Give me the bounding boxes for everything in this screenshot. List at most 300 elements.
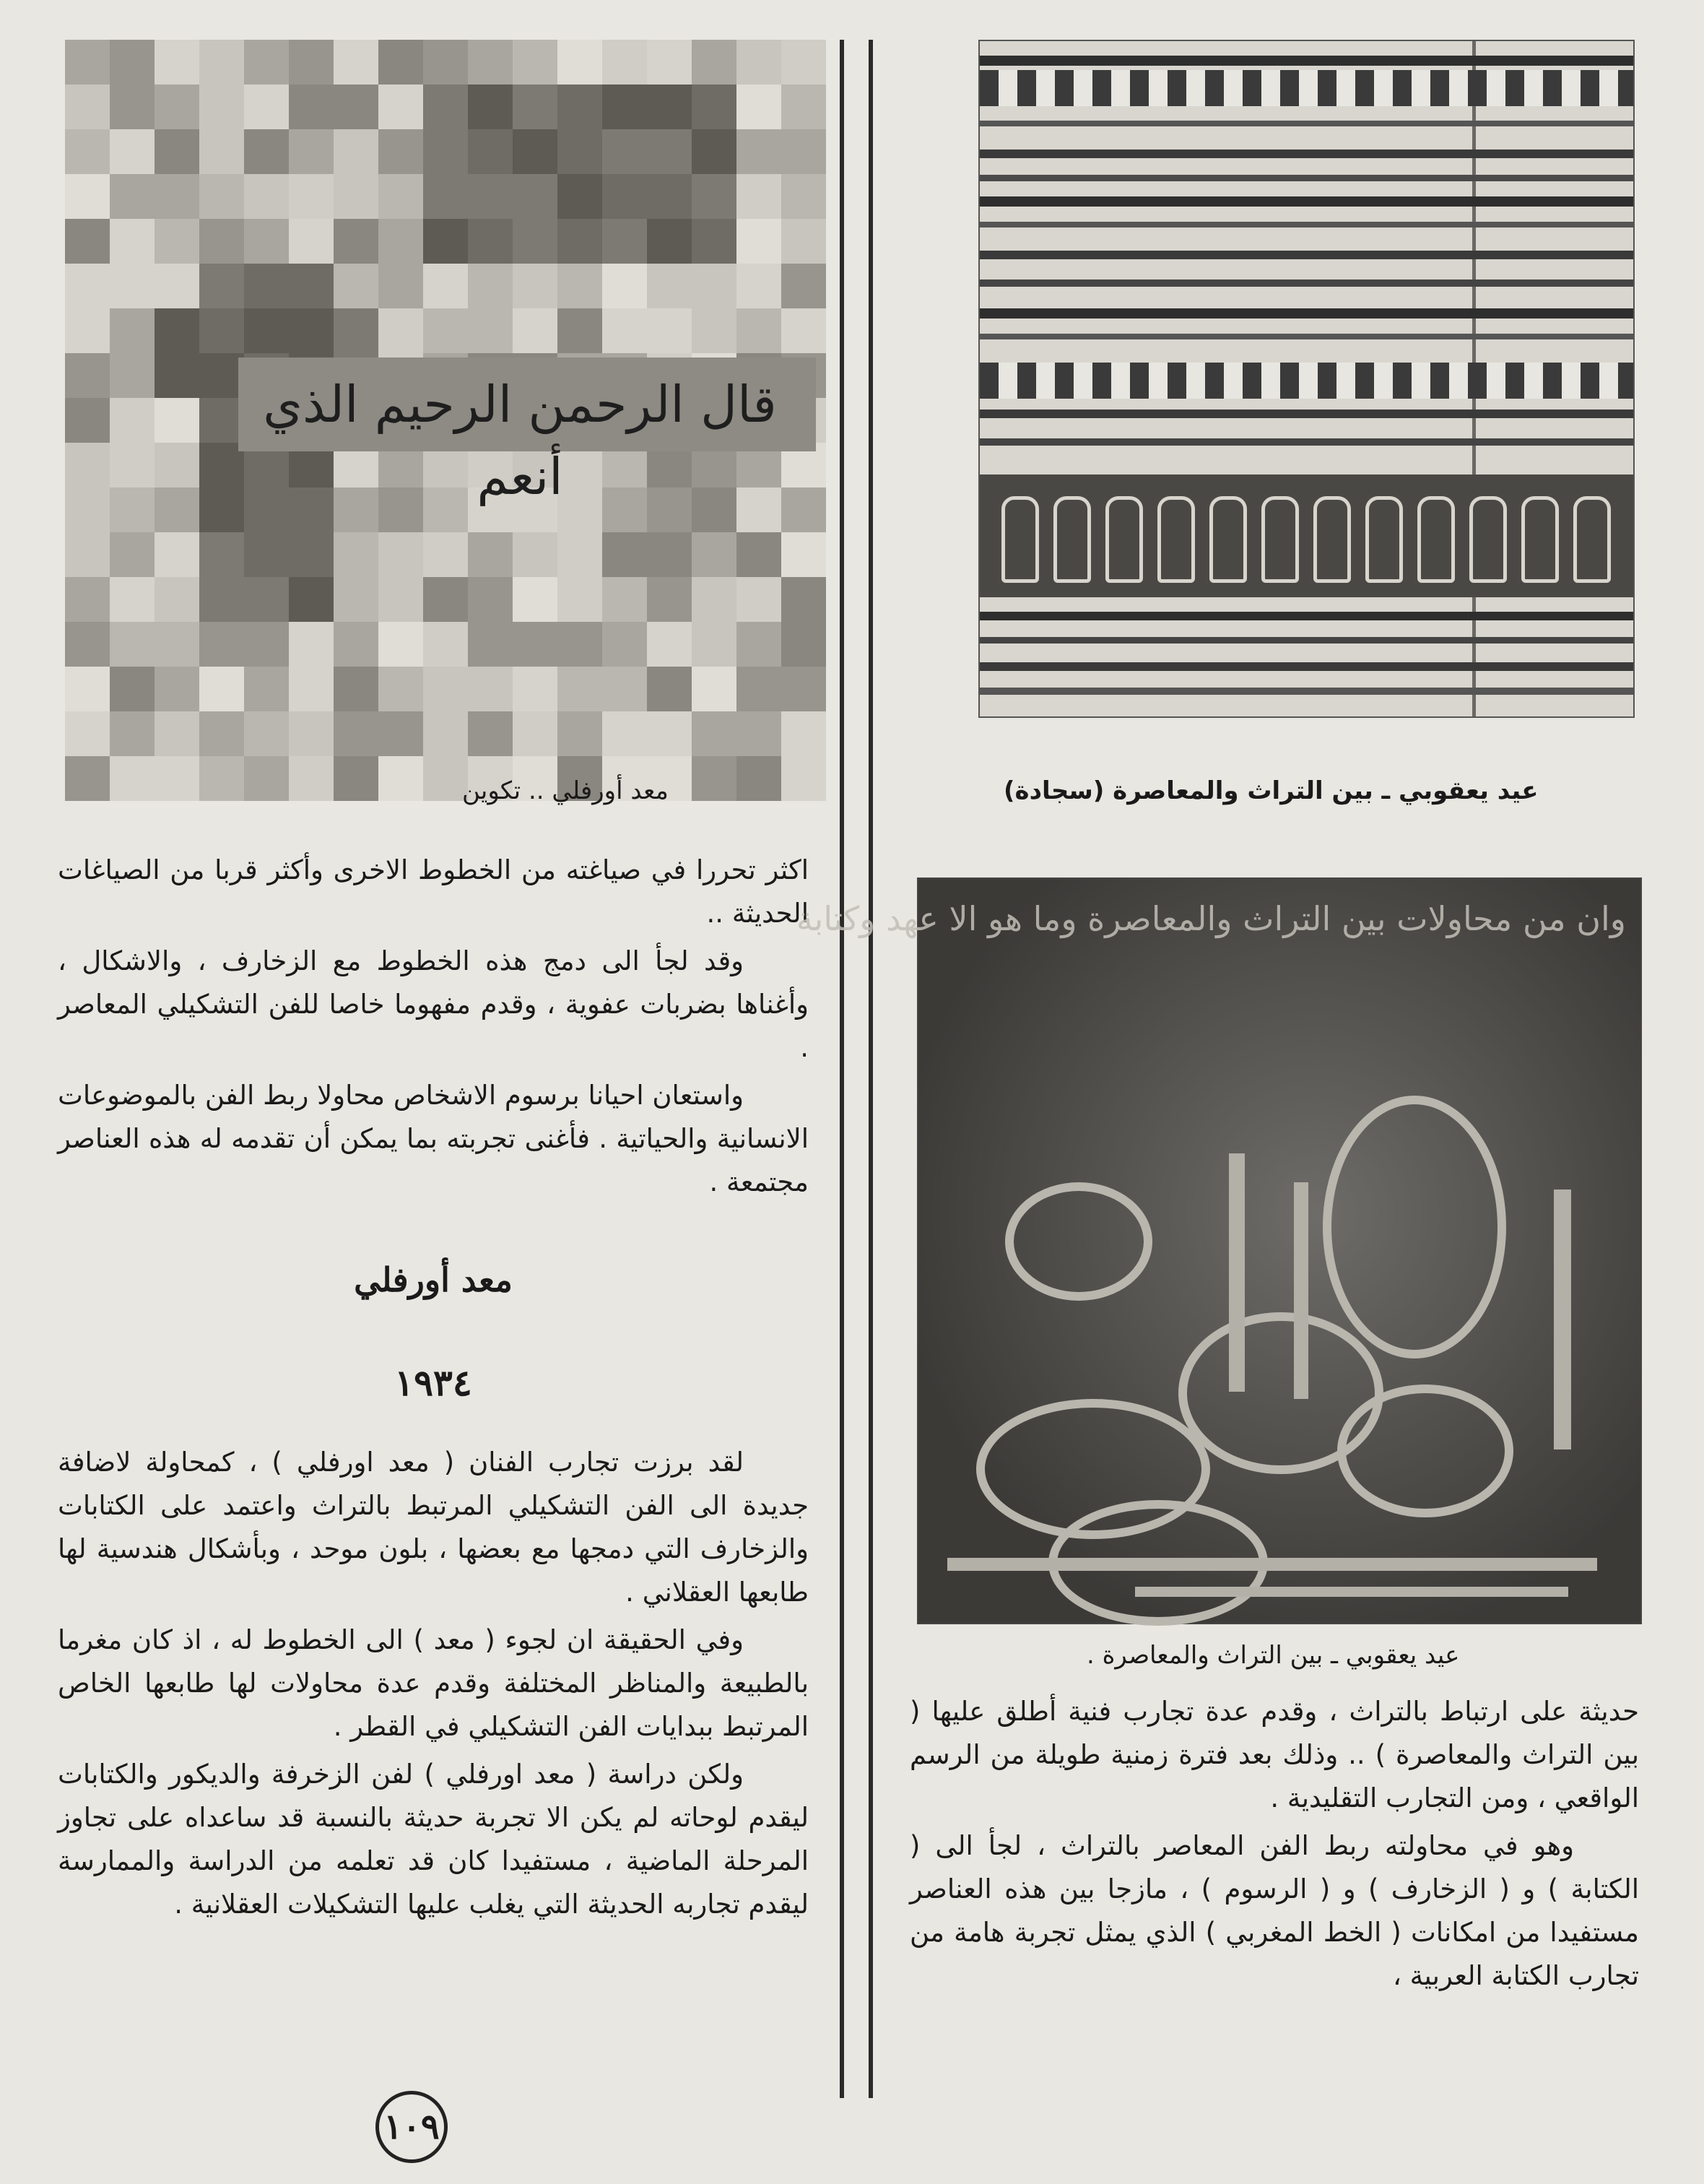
- mosaic-tile: [289, 488, 334, 532]
- mosaic-tile: [557, 129, 602, 174]
- mosaic-tile: [110, 129, 155, 174]
- mosaic-tile: [244, 488, 289, 532]
- mosaic-tile: [378, 219, 423, 264]
- mosaic-tile: [244, 711, 289, 756]
- painting-inscription: وان من محاولات بين التراث والمعاصرة وما هو الا عهد وكتابة: [796, 899, 1626, 938]
- mosaic-tile: [378, 711, 423, 756]
- mosaic-tile: [65, 622, 110, 667]
- carpet-figure-motif: [1521, 496, 1559, 583]
- painting-calligraphy-stroke: [1135, 1587, 1568, 1597]
- painting-brush-stroke: [1323, 1096, 1506, 1358]
- painting-brush-stroke: [1005, 1182, 1152, 1301]
- mosaic-tile: [647, 711, 692, 756]
- mosaic-tile: [289, 711, 334, 756]
- mosaic-tile: [602, 667, 647, 711]
- mosaic-tile: [602, 577, 647, 622]
- carpet-figure-motif: [1053, 496, 1091, 583]
- mosaic-tile: [199, 443, 244, 488]
- mosaic-tile: [423, 174, 468, 219]
- mosaic-tile: [557, 577, 602, 622]
- mosaic-tile: [736, 264, 781, 308]
- mosaic-tile: [692, 488, 736, 532]
- yaqoubi-calligraphy-painting: [796, 878, 1642, 1624]
- mosaic-tile: [110, 40, 155, 84]
- painting-caption: عيد يعقوبي ـ بين التراث والمعاصرة .: [1087, 1641, 1460, 1670]
- painting-calligraphy-stroke: [947, 1558, 1597, 1571]
- carpet-stripe: [980, 280, 1633, 287]
- mosaic-tile: [602, 622, 647, 667]
- orfali-composition-artwork: [65, 40, 787, 762]
- mosaic-tile: [289, 84, 334, 129]
- carpet-figure-motif: [1313, 496, 1351, 583]
- carpet-stripe: [980, 688, 1633, 695]
- mosaic-tile: [692, 532, 736, 577]
- mosaic-tile: [110, 264, 155, 308]
- mosaic-tile: [557, 622, 602, 667]
- mosaic-tile: [244, 308, 289, 353]
- mosaic-tile: [199, 711, 244, 756]
- mosaic-tile: [155, 398, 199, 443]
- mosaic-tile: [647, 532, 692, 577]
- carpet-stripe: [980, 438, 1633, 446]
- mosaic-tile: [736, 532, 781, 577]
- mosaic-tile: [423, 622, 468, 667]
- mosaic-tile: [647, 129, 692, 174]
- mosaic-tile: [289, 622, 334, 667]
- mosaic-tile: [244, 622, 289, 667]
- mosaic-tile: [65, 219, 110, 264]
- mosaic-tile: [199, 308, 244, 353]
- mosaic-tile: [155, 711, 199, 756]
- carpet-stripe: [980, 196, 1633, 207]
- mosaic-tile: [468, 308, 513, 353]
- orfali-artwork-caption: معد أورفلي .. تكوين: [462, 776, 669, 805]
- mosaic-tile: [199, 398, 244, 443]
- mosaic-tile: [736, 711, 781, 756]
- right-paragraph-1: حديثة على ارتباط بالتراث ، وقدم عدة تجارب فنية أطلق عليها ( بين التراث والمعاصرة ) .. وذلك بعد فترة زمنية طويلة من الرسم الواقعي ، ومن التجارب التقليدية .: [910, 1696, 1639, 1814]
- mosaic-tile: [65, 84, 110, 129]
- mosaic-tile: [781, 622, 826, 667]
- mosaic-tile: [65, 353, 110, 398]
- mosaic-tile: [110, 667, 155, 711]
- mosaic-tile: [513, 308, 557, 353]
- mosaic-tile: [423, 84, 468, 129]
- mosaic-tile: [513, 532, 557, 577]
- right-text-block: [910, 1690, 1639, 2002]
- mosaic-tile: [110, 353, 155, 398]
- mosaic-tile: [244, 219, 289, 264]
- mosaic-tile: [423, 264, 468, 308]
- mosaic-tile: [647, 40, 692, 84]
- mosaic-tile: [781, 711, 826, 756]
- mosaic-tile: [334, 40, 378, 84]
- mosaic-tile: [423, 40, 468, 84]
- mosaic-tile: [557, 667, 602, 711]
- carpet-stripe: [980, 308, 1633, 318]
- mosaic-tile: [647, 174, 692, 219]
- mosaic-tile: [378, 308, 423, 353]
- artist-year-heading: ١٩٣٤: [394, 1361, 472, 1404]
- mosaic-tile: [423, 532, 468, 577]
- mosaic-tile: [334, 622, 378, 667]
- mosaic-tile: [781, 756, 826, 801]
- mosaic-tile: [65, 711, 110, 756]
- mosaic-tile: [199, 756, 244, 801]
- mosaic-tile: [736, 622, 781, 667]
- mosaic-tile: [647, 667, 692, 711]
- mosaic-tile: [602, 129, 647, 174]
- mosaic-tile: [155, 84, 199, 129]
- mosaic-tile: [468, 667, 513, 711]
- carpet-stripe: [980, 56, 1633, 66]
- mosaic-tile: [110, 443, 155, 488]
- mosaic-tile: [602, 532, 647, 577]
- mosaic-tile: [378, 264, 423, 308]
- carpet-figure-motif: [1209, 496, 1247, 583]
- mosaic-tile: [378, 667, 423, 711]
- mosaic-tile: [692, 308, 736, 353]
- mosaic-tile: [65, 129, 110, 174]
- mosaic-tile: [468, 711, 513, 756]
- mosaic-tile: [557, 264, 602, 308]
- mosaic-tile: [692, 756, 736, 801]
- mosaic-tile: [155, 40, 199, 84]
- mosaic-tile: [65, 308, 110, 353]
- artwork-inscription: قال الرحمن الرحيم الذي أنعم: [263, 375, 777, 506]
- mosaic-tile: [647, 488, 692, 532]
- mosaic-tile: [736, 219, 781, 264]
- mosaic-tile: [557, 219, 602, 264]
- mosaic-tile: [423, 129, 468, 174]
- mosaic-tile: [110, 577, 155, 622]
- mosaic-tile: [334, 488, 378, 532]
- mosaic-tile: [199, 219, 244, 264]
- mosaic-tile: [647, 577, 692, 622]
- mosaic-tile: [513, 711, 557, 756]
- mosaic-tile: [65, 577, 110, 622]
- painting-calligraphy-stroke: [1294, 1182, 1308, 1399]
- mosaic-tile: [244, 667, 289, 711]
- mosaic-tile: [334, 174, 378, 219]
- mosaic-tile: [602, 219, 647, 264]
- mosaic-tile: [647, 84, 692, 129]
- mosaic-tile: [736, 756, 781, 801]
- mosaic-tile: [244, 577, 289, 622]
- mosaic-tile: [199, 264, 244, 308]
- mosaic-tile: [334, 84, 378, 129]
- mosaic-tile: [110, 532, 155, 577]
- mosaic-tile: [781, 84, 826, 129]
- left-column: [58, 40, 809, 2120]
- mosaic-tile: [110, 488, 155, 532]
- mosaic-tile: [692, 219, 736, 264]
- carpet-stripe: [980, 222, 1633, 228]
- mosaic-tile: [110, 84, 155, 129]
- body-paragraph-1: لقد برزت تجارب الفنان ( معد اورفلي ) ، كمحاولة لاضافة جديدة الى الفن التشكيلي المرتبط بالتراث واعتمد على الكتابات والزخارف التي دمجها مع بعضها ، بلون موحد ، وبأشكال هندسية لها طابعها العقلاني .: [58, 1447, 809, 1608]
- carpet-caption: عيد يعقوبي ـ بين التراث والمعاصرة (سجادة): [1004, 776, 1539, 805]
- right-paragraph-2: وهو في محاولته ربط الفن المعاصر بالتراث ، لجأ الى ( الكتابة ) و ( الزخارف ) و ( الرسوم ) ، مازجا بين هذه العناصر مستفيدا من امكانات ( الخط المغربي ) الذي يمثل تجربة هامة من تجارب الكتابة العربية ،: [910, 1830, 1639, 1991]
- mosaic-tile: [736, 129, 781, 174]
- carpet-stripe: [980, 175, 1633, 181]
- mosaic-tile: [155, 308, 199, 353]
- mosaic-tile: [423, 667, 468, 711]
- mosaic-tile: [602, 308, 647, 353]
- mosaic-tile: [692, 264, 736, 308]
- mosaic-tile: [289, 219, 334, 264]
- mosaic-tile: [289, 174, 334, 219]
- mosaic-tile: [557, 84, 602, 129]
- mosaic-tile: [110, 308, 155, 353]
- mosaic-tile: [289, 129, 334, 174]
- mosaic-tile: [334, 667, 378, 711]
- mosaic-tile: [602, 84, 647, 129]
- mosaic-tile: [110, 622, 155, 667]
- mosaic-tile: [513, 667, 557, 711]
- mosaic-tile: [692, 40, 736, 84]
- mosaic-tile: [199, 129, 244, 174]
- mosaic-tile: [423, 711, 468, 756]
- mosaic-tile: [244, 532, 289, 577]
- mosaic-tile: [781, 532, 826, 577]
- mosaic-tile: [65, 667, 110, 711]
- carpet-figure-motif: [1001, 496, 1039, 583]
- mosaic-tile: [155, 443, 199, 488]
- mosaic-tile: [513, 577, 557, 622]
- mosaic-tile: [155, 219, 199, 264]
- mosaic-tile: [781, 667, 826, 711]
- mosaic-tile: [557, 40, 602, 84]
- mosaic-tile: [289, 40, 334, 84]
- mosaic-tile: [65, 443, 110, 488]
- mosaic-tile: [423, 308, 468, 353]
- mosaic-tile: [155, 353, 199, 398]
- mosaic-tile: [602, 40, 647, 84]
- mosaic-tile: [513, 40, 557, 84]
- mosaic-tile: [781, 219, 826, 264]
- mosaic-tile: [781, 308, 826, 353]
- mosaic-tile: [692, 622, 736, 667]
- mosaic-tile: [199, 84, 244, 129]
- carpet-stripe: [980, 334, 1633, 339]
- mosaic-tile: [110, 711, 155, 756]
- mosaic-tile: [289, 756, 334, 801]
- mosaic-tile: [378, 40, 423, 84]
- mosaic-tile: [602, 488, 647, 532]
- mosaic-tile: [334, 532, 378, 577]
- mosaic-tile: [736, 40, 781, 84]
- mosaic-tile: [334, 756, 378, 801]
- carpet-stripe: [980, 251, 1633, 259]
- carpet-figure-motif: [1261, 496, 1299, 583]
- mosaic-tile: [65, 756, 110, 801]
- artist-name-heading: معد أورفلي: [354, 1260, 513, 1299]
- mosaic-tile: [65, 398, 110, 443]
- mosaic-tile: [557, 711, 602, 756]
- mosaic-tile: [513, 219, 557, 264]
- mosaic-tile: [110, 174, 155, 219]
- mosaic-tile: [289, 667, 334, 711]
- mosaic-tile: [423, 488, 468, 532]
- mosaic-tile: [65, 40, 110, 84]
- mosaic-tile: [736, 577, 781, 622]
- mosaic-tile: [647, 219, 692, 264]
- mosaic-tile: [468, 84, 513, 129]
- mosaic-tile: [468, 532, 513, 577]
- mosaic-tile: [155, 667, 199, 711]
- carpet-figure-motif: [1105, 496, 1143, 583]
- carpet-figure-motif: [1573, 496, 1611, 583]
- mosaic-tile: [692, 711, 736, 756]
- mosaic-tile: [557, 308, 602, 353]
- mosaic-tile: [736, 84, 781, 129]
- mosaic-tile: [334, 219, 378, 264]
- mosaic-tile: [692, 174, 736, 219]
- painting-calligraphy-stroke: [1229, 1153, 1245, 1392]
- page-number: ١٠٩: [375, 2091, 448, 2163]
- mosaic-tile: [110, 756, 155, 801]
- mosaic-tile: [155, 756, 199, 801]
- mosaic-tile: [468, 40, 513, 84]
- intro-paragraph-3: واستعان احيانا برسوم الاشخاص محاولا ربط الفن بالموضوعات الانسانية والحياتية . فأغنى تجربته بما يمكن أن تقدمه له هذه العناصر مجتمعة .: [58, 1080, 809, 1197]
- carpet-stripe: [980, 150, 1633, 158]
- mosaic-tile: [334, 264, 378, 308]
- body-paragraph-2: وفي الحقيقة ان لجوء ( معد ) الى الخطوط له ، اذ كان مغرما بالطبيعة والمناظر المختلفة وقدم عدة محاولات لها طابعها الخاص المرتبط ببدايات الفن التشكيلي في القطر .: [58, 1624, 809, 1742]
- mosaic-tile: [513, 622, 557, 667]
- mosaic-tile: [692, 577, 736, 622]
- mosaic-tile: [513, 129, 557, 174]
- mosaic-tile: [378, 622, 423, 667]
- carpet-stripe: [980, 612, 1633, 620]
- carpet-figure-motif: [1417, 496, 1455, 583]
- mosaic-tile: [736, 174, 781, 219]
- carpet-stripe: [980, 121, 1633, 126]
- mosaic-tile: [647, 264, 692, 308]
- mosaic-tile: [199, 577, 244, 622]
- mosaic-tile: [155, 174, 199, 219]
- painting-calligraphy-stroke: [1554, 1190, 1571, 1450]
- mosaic-tile: [468, 219, 513, 264]
- mosaic-tile: [468, 577, 513, 622]
- mosaic-tile: [647, 622, 692, 667]
- mosaic-tile: [110, 219, 155, 264]
- carpet-stripe: [980, 410, 1633, 418]
- mosaic-tile: [378, 577, 423, 622]
- mosaic-tile: [199, 622, 244, 667]
- mosaic-tile: [199, 174, 244, 219]
- mosaic-tile: [557, 174, 602, 219]
- painting-brush-stroke: [1337, 1384, 1513, 1517]
- carpet-checker-band: [980, 363, 1633, 399]
- mosaic-tile: [468, 622, 513, 667]
- mosaic-tile: [513, 174, 557, 219]
- mosaic-tile: [334, 129, 378, 174]
- mosaic-tile: [781, 577, 826, 622]
- yaqoubi-carpet-artwork: [978, 40, 1635, 718]
- mosaic-tile: [244, 84, 289, 129]
- right-column: [796, 40, 1646, 2120]
- column-divider: [840, 40, 873, 2098]
- carpet-stripe: [980, 637, 1633, 644]
- mosaic-tile: [423, 756, 468, 801]
- mosaic-tile: [378, 174, 423, 219]
- carpet-stripe: [980, 662, 1633, 671]
- intro-paragraph-2: وقد لجأ الى دمج هذه الخطوط مع الزخارف ، والاشكال ، وأغناها بضربات عفوية ، وقدم مفهوما خاصا للفن التشكيلي المعاصر .: [58, 945, 809, 1063]
- mosaic-tile: [692, 667, 736, 711]
- mosaic-tile: [378, 84, 423, 129]
- mosaic-tile: [289, 308, 334, 353]
- intro-text-block: [58, 849, 809, 1208]
- mosaic-tile: [334, 308, 378, 353]
- mosaic-tile: [781, 40, 826, 84]
- mosaic-tile: [378, 756, 423, 801]
- carpet-figure-motif: [1157, 496, 1195, 583]
- mosaic-tile: [513, 84, 557, 129]
- mosaic-tile: [155, 129, 199, 174]
- mosaic-tile: [199, 353, 244, 398]
- mosaic-tile: [602, 264, 647, 308]
- mosaic-tile: [468, 264, 513, 308]
- mosaic-tile: [244, 40, 289, 84]
- mosaic-tile: [513, 264, 557, 308]
- mosaic-tile: [289, 532, 334, 577]
- mosaic-tile: [155, 577, 199, 622]
- carpet-checker-band: [980, 70, 1633, 106]
- carpet-figure-motif: [1365, 496, 1403, 583]
- mosaic-tile: [557, 532, 602, 577]
- mosaic-tile: [244, 129, 289, 174]
- mosaic-tile: [781, 129, 826, 174]
- mosaic-tile: [378, 488, 423, 532]
- mosaic-tile: [334, 577, 378, 622]
- carpet-figure-motif: [1469, 496, 1507, 583]
- mosaic-tile: [155, 532, 199, 577]
- mosaic-tile: [692, 129, 736, 174]
- mosaic-tile: [781, 174, 826, 219]
- mosaic-tile: [378, 532, 423, 577]
- mosaic-tile: [378, 129, 423, 174]
- mosaic-tile: [244, 756, 289, 801]
- mosaic-tile: [736, 667, 781, 711]
- mosaic-tile: [736, 308, 781, 353]
- mosaic-tile: [65, 488, 110, 532]
- mosaic-tile: [155, 488, 199, 532]
- mosaic-tile: [781, 264, 826, 308]
- mosaic-tile: [199, 40, 244, 84]
- mosaic-tile: [244, 174, 289, 219]
- mosaic-tile: [110, 398, 155, 443]
- mosaic-tile: [289, 264, 334, 308]
- mosaic-tile: [468, 174, 513, 219]
- mosaic-tile: [199, 667, 244, 711]
- mosaic-tile: [557, 488, 602, 532]
- mosaic-tile: [244, 264, 289, 308]
- body-text-block: [58, 1441, 809, 1930]
- body-paragraph-3: ولكن دراسة ( معد اورفلي ) لفن الزخرفة والديكور والكتابات ليقدم لوحاته لم يكن الا تجربة حديثة بالنسبة قد ساعداه على تجاوز المرحلة الماضية ، مستفيدا كان قد تعلمه من الدراسة والممارسة ليقدم تجاربه الحديثة التي يغلب عليها التشكيلات العقلانية .: [58, 1759, 809, 1920]
- mosaic-tile: [289, 577, 334, 622]
- mosaic-tile: [334, 711, 378, 756]
- mosaic-tile: [65, 532, 110, 577]
- mosaic-tile: [468, 129, 513, 174]
- mosaic-tile: [781, 488, 826, 532]
- mosaic-tile: [199, 532, 244, 577]
- mosaic-tile: [199, 488, 244, 532]
- mosaic-tile: [155, 622, 199, 667]
- mosaic-tile: [736, 488, 781, 532]
- mosaic-tile: [155, 264, 199, 308]
- mosaic-tile: [692, 84, 736, 129]
- intro-paragraph-1: اكثر تحررا في صياغته من الخطوط الاخرى وأكثر قربا من الصياغات الحديثة ..: [58, 854, 809, 929]
- mosaic-tile: [65, 174, 110, 219]
